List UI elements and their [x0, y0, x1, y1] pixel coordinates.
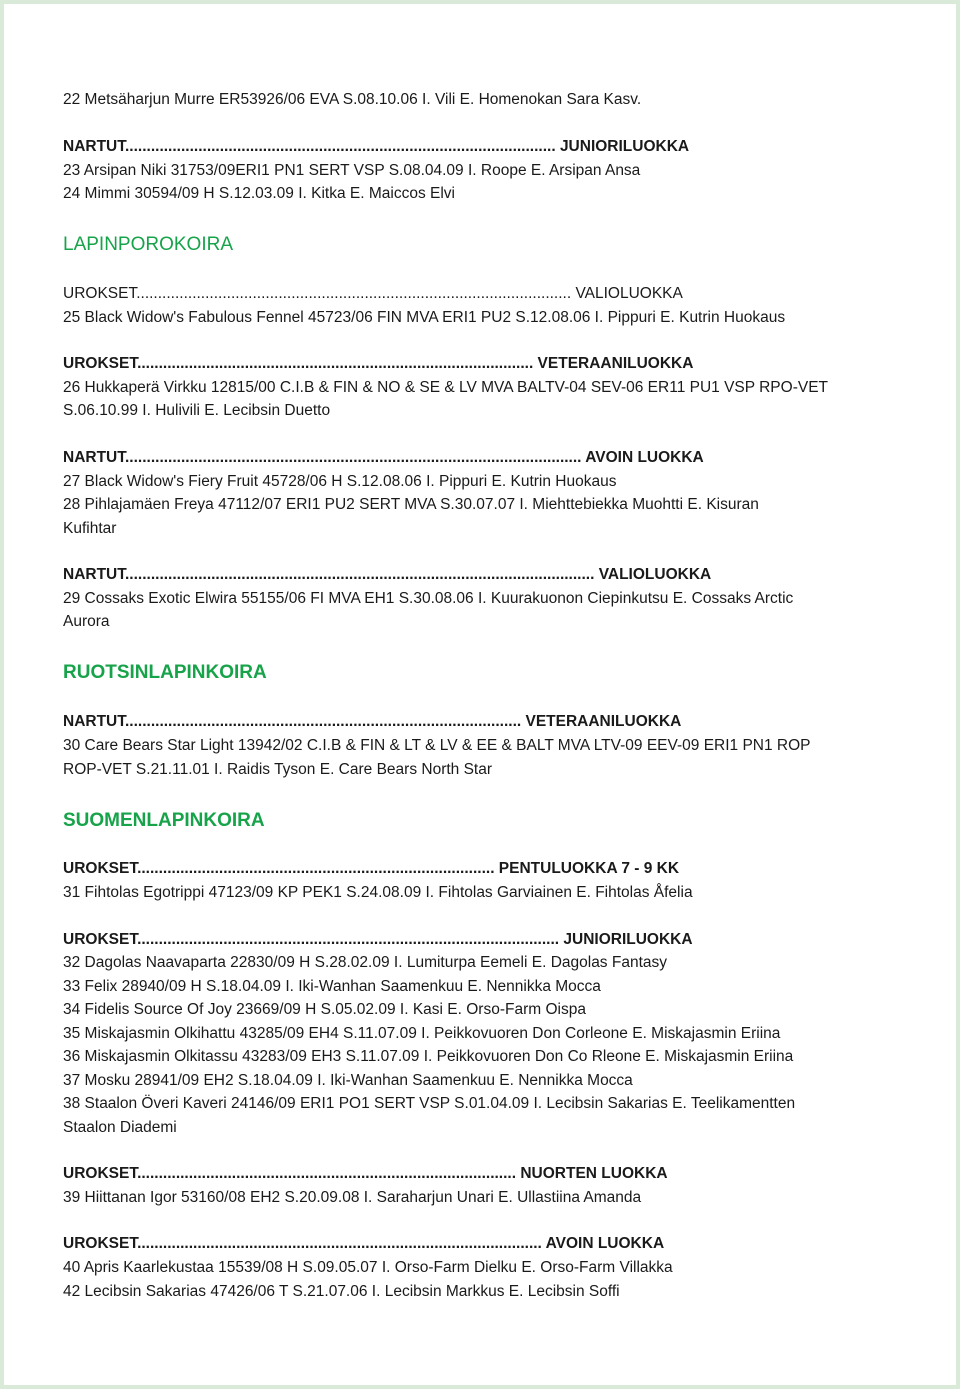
entry-line: 33 Felix 28940/09 H S.18.04.09 I. Iki-Wanhan Saamenkuu E. Nennikka Mocca: [63, 978, 601, 995]
entry-line: 36 Miskajasmin Olkitassu 43283/09 EH3 S.11.07.09 I. Peikkovuoren Don Co Rleone E. Miskajasmin Eriina: [63, 1048, 794, 1065]
entry-line: 23 Arsipan Niki 31753/09ERI1 PN1 SERT VSP S.08.04.09 I. Roope E. Arsipan Ansa: [63, 162, 641, 179]
entry-line: S.06.10.99 I. Hulivili E. Lecibsin Duetto: [63, 402, 331, 419]
class-heading: UROKSET.................................................................................................. JUNIORILUOKKA: [63, 931, 693, 948]
breed-heading: RUOTSINLAPINKOIRA: [63, 662, 267, 683]
entry-line: ROP-VET S.21.11.01 I. Raidis Tyson E. Care Bears North Star: [63, 761, 493, 778]
entry-line: Staalon Diademi: [63, 1119, 177, 1136]
entry-line: 24 Mimmi 30594/09 H S.12.03.09 I. Kitka E. Maiccos Elvi: [63, 185, 455, 202]
entry-line: 30 Care Bears Star Light 13942/02 C.I.B & FIN & LT & LV & EE & BALT MVA LTV-09 EEV-09 ERI1 PN1 ROP: [63, 737, 811, 754]
entry-line: 39 Hiittanan Igor 53160/08 EH2 S.20.09.08 I. Saraharjun Unari E. Ullastiina Amanda: [63, 1189, 642, 1206]
entry-line: 38 Staalon Överi Kaveri 24146/09 ERI1 PO1 SERT VSP S.01.04.09 I. Lecibsin Sakarias E. Teelikamentten: [63, 1095, 796, 1112]
entry-line: 25 Black Widow's Fabulous Fennel 45723/06 FIN MVA ERI1 PU2 S.12.08.06 I. Pippuri E. Kutrin Huokaus: [63, 309, 786, 326]
class-heading: UROKSET..................................................................................................... VALIOLUOKKA: [63, 285, 683, 302]
class-heading: NARTUT.................................................................................................... JUNIORILUOKKA: [63, 138, 690, 155]
class-heading: NARTUT............................................................................................ VETERAANILUOKKA: [63, 713, 682, 730]
entry-line: 40 Apris Kaarlekustaa 15539/08 H S.09.05.07 I. Orso-Farm Dielku E. Orso-Farm Villakka: [63, 1259, 673, 1276]
entry-line: 37 Mosku 28941/09 EH2 S.18.04.09 I. Iki-Wanhan Saamenkuu E. Nennikka Mocca: [63, 1072, 633, 1089]
entry-line: 42 Lecibsin Sakarias 47426/06 T S.21.07.06 I. Lecibsin Markkus E. Lecibsin Soffi: [63, 1283, 620, 1300]
class-heading: UROKSET................................................................................... PENTULUOKKA 7 - 9 KK: [63, 860, 680, 877]
entry-line: 22 Metsäharjun Murre ER53926/06 EVA S.08.10.06 I. Vili E. Homenokan Sara Kasv.: [63, 91, 642, 108]
entry-line: Aurora: [63, 613, 110, 630]
entry-line: 32 Dagolas Naavaparta 22830/09 H S.28.02.09 I. Lumiturpa Eemeli E. Dagolas Fantasy: [63, 954, 668, 971]
entry-line: 28 Pihlajamäen Freya 47112/07 ERI1 PU2 SERT MVA S.30.07.07 I. Miehttebiekka Muohtti E. Kisuran: [63, 496, 759, 513]
class-heading: UROKSET............................................................................................ VETERAANILUOKKA: [63, 355, 694, 372]
class-heading: UROKSET........................................................................................ NUORTEN LUOKKA: [63, 1165, 668, 1182]
class-heading: NARTUT.......................................................................................................... AVOIN LUOKKA: [63, 449, 704, 466]
entry-line: 26 Hukkaperä Virkku 12815/00 C.I.B & FIN & NO & SE & LV MVA BALTV-04 SEV-06 ER11 PU1 VSP RPO-VET: [63, 379, 829, 396]
entry-line: 29 Cossaks Exotic Elwira 55155/06 FI MVA EH1 S.30.08.06 I. Kuurakuonon Ciepinkutsu E. Cossaks Arctic: [63, 590, 794, 607]
entry-line: 34 Fidelis Source Of Joy 23669/09 H S.05.02.09 I. Kasi E. Orso-Farm Oispa: [63, 1001, 586, 1018]
entry-line: Kufihtar: [63, 520, 117, 537]
class-heading: UROKSET.............................................................................................. AVOIN LUOKKA: [63, 1235, 665, 1252]
class-heading: NARTUT............................................................................................................. VALIOLUOKKA: [63, 566, 712, 583]
entry-line: 31 Fihtolas Egotrippi 47123/09 KP PEK1 S.24.08.09 I. Fihtolas Garviainen E. Fihtolas Åfelia: [63, 884, 693, 901]
entry-line: 27 Black Widow's Fiery Fruit 45728/06 H S.12.08.06 I. Pippuri E. Kutrin Huokaus: [63, 473, 617, 490]
entry-line: 35 Miskajasmin Olkihattu 43285/09 EH4 S.11.07.09 I. Peikkovuoren Don Corleone E. Miskajasmin Eriina: [63, 1025, 781, 1042]
breed-heading: LAPINPOROKOIRA: [63, 234, 233, 255]
breed-heading: SUOMENLAPINKOIRA: [63, 810, 265, 831]
